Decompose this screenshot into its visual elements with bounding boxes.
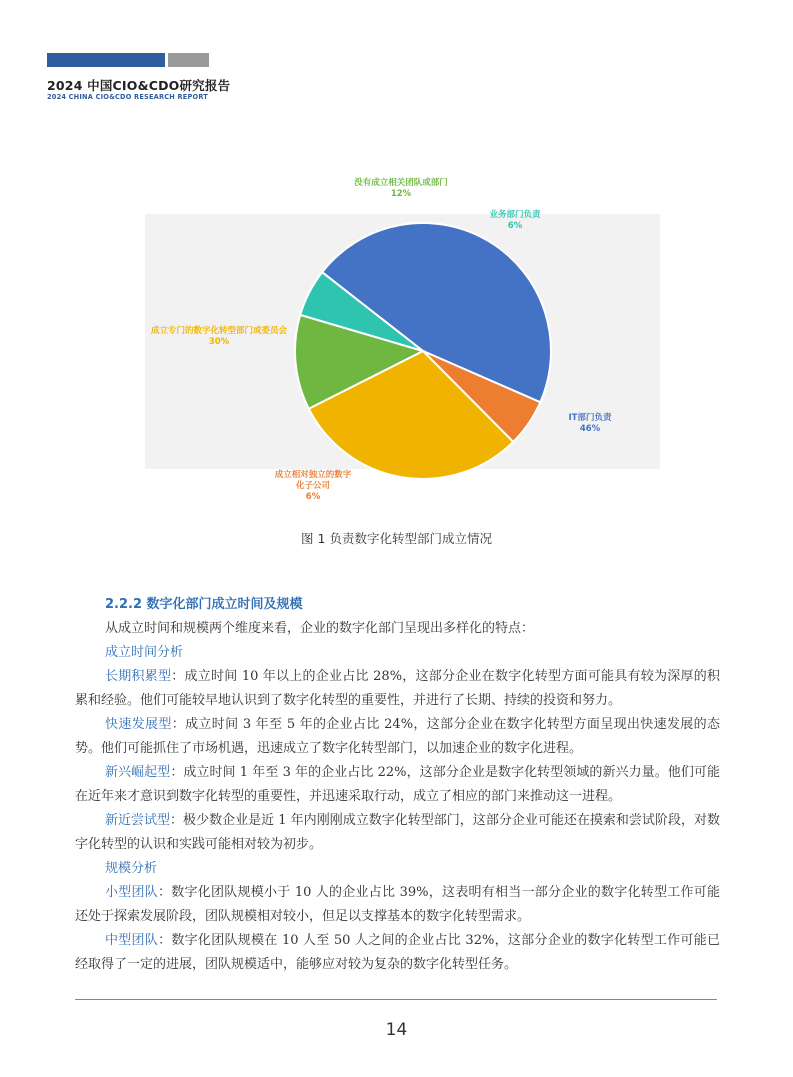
header-bar-gray bbox=[168, 53, 209, 67]
term-label: 小型团队 bbox=[105, 885, 158, 900]
size-heading: 规模分析 bbox=[105, 861, 158, 876]
term-label: 新兴崛起型 bbox=[105, 765, 171, 780]
paragraph-small-team bbox=[75, 881, 720, 929]
slice-label: 没有成立相关团队或部门 bbox=[354, 178, 448, 188]
term-label: 长期积累型 bbox=[105, 669, 172, 684]
header-bar-blue bbox=[47, 53, 165, 67]
term-label: 新近尝试型 bbox=[105, 813, 171, 828]
term-text: ：成立时间 3 年至 5 年的企业占比 24%，这部分企业在数字化转型方面呈现出快速发展的态势。他们可能抓住了市场机遇，迅速成立了数字化转型部门，以加速企业的数字化进程。 bbox=[75, 717, 720, 756]
slice-label: 业务部门负责 bbox=[489, 210, 541, 220]
term-label: 快速发展型 bbox=[105, 717, 172, 732]
term-text: ：数字化团队规模小于 10 人的企业占比 39%，这表明有相当一部分企业的数字化转型工作可能还处于探索发展阶段，团队规模相对较小，但足以支撑基本的数字化转型需求。 bbox=[75, 885, 720, 924]
slice-label: 成立相对独立的数字 bbox=[274, 470, 352, 480]
paragraph-emerging bbox=[75, 761, 720, 809]
slice-value-label: 30% bbox=[208, 337, 230, 347]
figure-caption: 图 1 负责数字化转型部门成立情况 bbox=[301, 531, 492, 546]
slice-label: 化子公司 bbox=[295, 481, 331, 491]
time-heading: 成立时间分析 bbox=[105, 645, 184, 660]
footer-divider bbox=[75, 999, 717, 1000]
report-subtitle: 2024 CHINA CIO&CDO RESEARCH REPORT bbox=[47, 93, 209, 101]
term-text: ：成立时间 10 年以上的企业占比 28%，这部分企业在数字化转型方面可能具有较为深厚的积累和经验。他们可能较早地认识到了数字化转型的重要性，并进行了长期、持续的投资和努力。 bbox=[75, 669, 720, 708]
pie-chart bbox=[0, 170, 793, 515]
paragraph-medium-team bbox=[75, 929, 720, 977]
slice-label: 成立专门的数字化转型部门或委员会 bbox=[150, 326, 288, 336]
section-title: 2.2.2 数字化部门成立时间及规模 bbox=[105, 597, 303, 612]
term-label: 中型团队 bbox=[105, 933, 159, 948]
slice-value-label: 6% bbox=[507, 221, 523, 231]
slice-value-label: 46% bbox=[579, 424, 601, 434]
term-text: ：极少数企业是近 1 年内刚刚成立数字化转型部门，这部分企业可能还在摸索和尝试阶段，对数字化转型的认识和实践可能相对较为初步。 bbox=[75, 813, 720, 852]
section-2-2-2 bbox=[75, 593, 720, 977]
paragraph-long-term bbox=[75, 665, 720, 713]
report-title: 2024 中国CIO&CDO研究报告 bbox=[47, 78, 231, 93]
section-intro: 从成立时间和规模两个维度来看，企业的数字化部门呈现出多样化的特点： bbox=[105, 621, 535, 636]
slice-value-label: 6% bbox=[305, 492, 321, 502]
slice-label: IT部门负责 bbox=[568, 413, 612, 423]
page-number: 14 bbox=[385, 1020, 408, 1040]
paragraph-recent bbox=[75, 809, 720, 857]
paragraph-fast-growth bbox=[75, 713, 720, 761]
slice-value-label: 12% bbox=[390, 189, 412, 199]
term-text: ：数字化团队规模在 10 人至 50 人之间的企业占比 32%，这部分企业的数字化转型工作可能已经取得了一定的进展，团队规模适中，能够应对较为复杂的数字化转型任务。 bbox=[75, 933, 720, 972]
term-text: ：成立时间 1 年至 3 年的企业占比 22%，这部分企业是数字化转型领域的新兴力量。他们可能在近年来才意识到数字化转型的重要性，并迅速采取行动，成立了相应的部门来推动这一进程。 bbox=[75, 765, 720, 804]
